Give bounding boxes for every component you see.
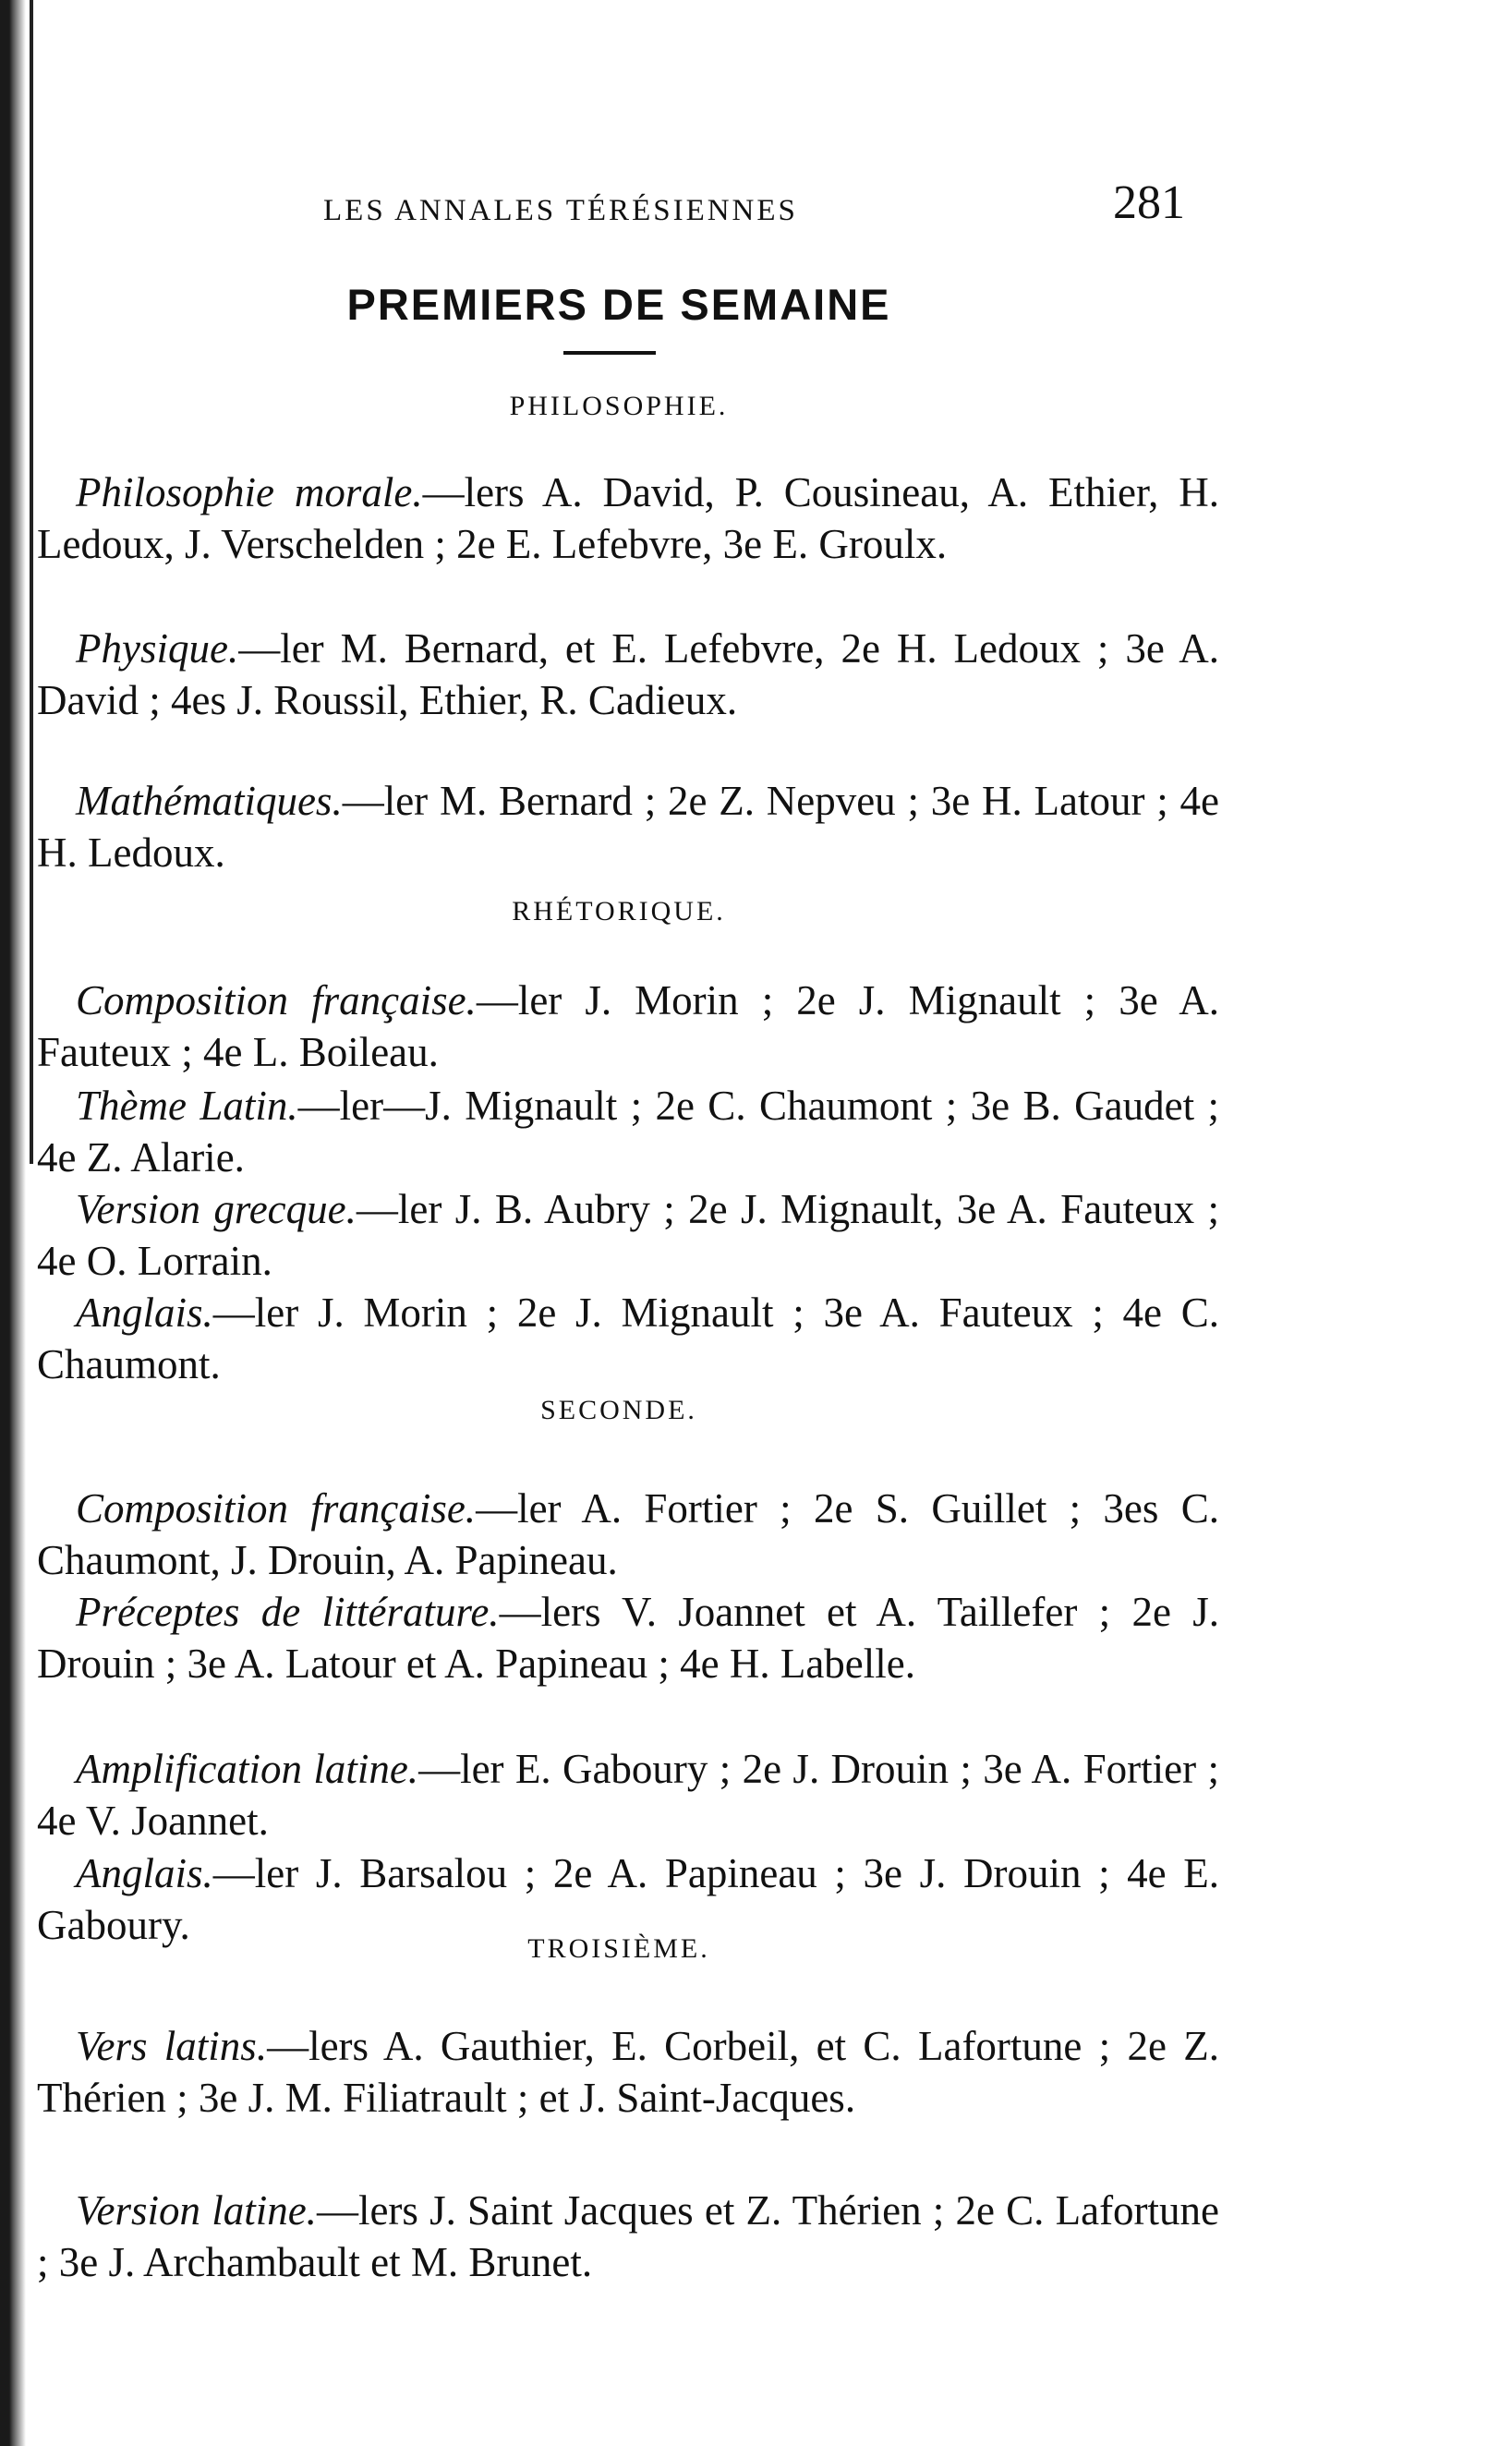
entry-text: —ler A. Fortier ; 2e S. Guillet ; 3es C. Chaumont, J. Drouin, A. Papineau. [37, 1485, 1219, 1583]
section-heading-rhetorique: RHÉTORIQUE. [512, 896, 726, 926]
entry-label: Composition française. [76, 1485, 477, 1532]
title-rule [563, 351, 656, 355]
entry-text: —ler J. B. Aubry ; 2e J. Mignault, 3e A. Fauteux ; 4e O. Lorrain. [37, 1186, 1219, 1284]
running-title: LES ANNALES TÉRÉSIENNES [323, 194, 798, 227]
entry-paragraph [37, 775, 1219, 878]
entry-paragraph [37, 975, 1219, 1078]
entry-text: —ler M. Bernard, et E. Lefebvre, 2e H. Ledoux ; 3e A. David ; 4es J. Roussil, Ethier, R. Cadieux. [37, 625, 1219, 723]
entry-text: —lers A. David, P. Cousineau, A. Ethier, H. Ledoux, J. Verschelden ; 2e E. Lefebvre, 3e E. Groulx. [37, 469, 1219, 567]
entry-label: Version latine. [76, 2187, 317, 2234]
entry-text: —ler—J. Mignault ; 2e C. Chaumont ; 3e B. Gaudet ; 4e Z. Alarie. [37, 1083, 1219, 1181]
entry-label: Thème Latin. [76, 1083, 298, 1129]
entry-text: —ler E. Gaboury ; 2e J. Drouin ; 3e A. Fortier ; 4e V. Joannet. [37, 1746, 1219, 1844]
section-heading-philosophie: PHILOSOPHIE. [509, 391, 729, 421]
entry-paragraph [37, 623, 1219, 726]
entry-label: Physique. [76, 625, 239, 672]
entry-text: —ler J. Barsalou ; 2e A. Papineau ; 3e J. Drouin ; 4e E. Gaboury. [37, 1850, 1219, 1948]
entry-paragraph [37, 2020, 1219, 2124]
entry-paragraph [37, 466, 1219, 570]
entry-label: Amplification latine. [76, 1746, 419, 1792]
entry-label: Philosophie morale. [76, 469, 423, 515]
entry-paragraph [37, 1483, 1219, 1586]
entry-text: —lers V. Joannet et A. Taillefer ; 2e J. Drouin ; 3e A. Latour et A. Papineau ; 4e H. Labelle. [37, 1589, 1219, 1687]
entry-paragraph [37, 1743, 1219, 1847]
entry-label: Préceptes de littérature. [76, 1589, 500, 1635]
entry-text: —ler J. Morin ; 2e J. Mignault ; 3e A. Fauteux ; 4e L. Boileau. [37, 977, 1219, 1075]
page-binding-line [30, 0, 33, 1164]
page-number: 281 [1113, 176, 1185, 229]
entry-paragraph [37, 2185, 1219, 2288]
entry-label: Vers latins. [76, 2023, 268, 2069]
entry-paragraph [37, 1183, 1219, 1287]
entry-label: Mathématiques. [76, 778, 343, 824]
entry-paragraph [37, 1586, 1219, 1689]
entry-label: Anglais. [76, 1290, 213, 1336]
section-heading-troisieme: TROISIÈME. [527, 1933, 710, 1964]
entry-label: Version grecque. [76, 1186, 357, 1232]
entry-paragraph [37, 1080, 1219, 1183]
entry-text: —lers A. Gauthier, E. Corbeil, et C. Lafortune ; 2e Z. Thérien ; 3e J. M. Filiatrault ; et J. Saint-Jacques. [37, 2023, 1219, 2121]
entry-paragraph [37, 1287, 1219, 1390]
entry-label: Composition française. [76, 977, 477, 1023]
entry-text: —ler M. Bernard ; 2e Z. Nepveu ; 3e H. Latour ; 4e H. Ledoux. [37, 778, 1219, 876]
entry-label: Anglais. [76, 1850, 213, 1896]
page-binding-edge [0, 0, 26, 2446]
entry-text: —ler J. Morin ; 2e J. Mignault ; 3e A. Fauteux ; 4e C. Chaumont. [37, 1290, 1219, 1387]
section-heading-seconde: SECONDE. [540, 1395, 697, 1425]
page-title: PREMIERS DE SEMAINE [346, 280, 891, 329]
entry-text: —lers J. Saint Jacques et Z. Thérien ; 2e C. Lafortune ; 3e J. Archambault et M. Brunet. [37, 2187, 1220, 2285]
